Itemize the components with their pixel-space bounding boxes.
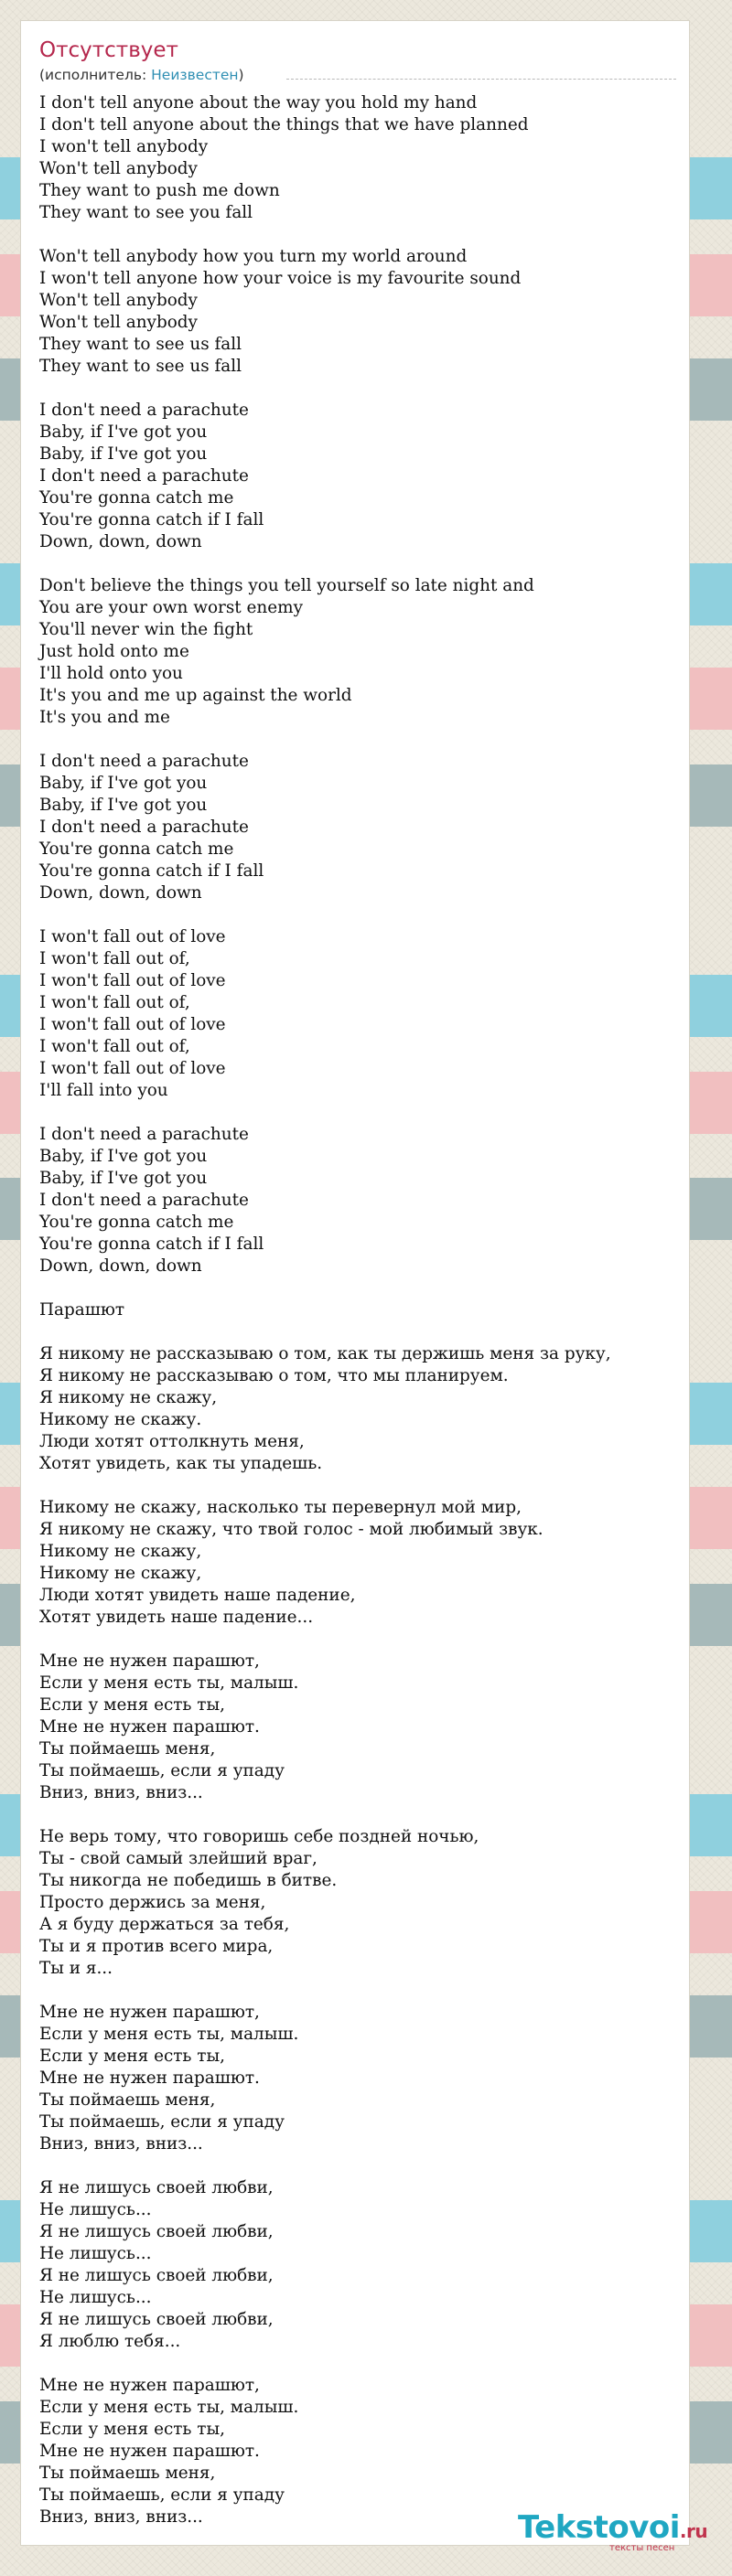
lyrics-card (20, 20, 690, 2546)
song-title: Отсутствует (39, 38, 178, 62)
header-separator (286, 79, 676, 80)
artist-suffix: ) (238, 67, 244, 83)
logo-name: Tekstovoi (518, 2509, 680, 2546)
logo-tld: .ru (679, 2520, 708, 2542)
artist-link[interactable]: Неизвестен (151, 67, 239, 83)
artist-prefix: (исполнитель: (39, 67, 152, 83)
logo-tagline: тексты песен (609, 2543, 675, 2553)
artist-line (39, 66, 244, 84)
site-logo[interactable] (518, 2509, 719, 2560)
lyrics-text: I don't tell anyone about the way you hold my hand I don't tell anyone about the things that we have planned I won't tell anybody Won't tell anybody They want to push me down They want to see you fall Won't tell anybody how you turn my world around I won't tell anyone how your voice is my favourite sound Won't tell anybody Won't tell anybody They want to see us fall They want to see us fall I don't need a parachute Baby, if I've got you Baby, if I've got you I don't need a parachute You're gonna catch me You're gonna catch if I fall Down, down, down Don't believe the things you tell yourself so late night and You are your own worst enemy You'll never win the fight Just hold onto me I'll hold onto you It's you and me up against the world It's you and me I don't need a parachute Baby, if I've got you Baby, if I've got you I don't need a parachute You're gonna catch me You're gonna catch if I fall Down, down, down I won't fall out of love I won't fall out of, I won't fall out of love I won't fall out of, I won't fall out of love I won't fall out of, I won't fall out of love I'll fall into you I don't need a parachute Baby, if I've got you Baby, if I've got you I don't need a parachute You're gonna catch me You're gonna catch if I fall Down, down, down Парашют Я никому не рассказываю о том, как ты держишь меня за руку, Я никому не рассказываю о том, что мы планируем. Я никому не скажу, Никому не скажу. Люди хотят оттолкнуть меня, Хотят увидеть, как ты упадешь. Никому не скажу, насколько ты перевернул мой мир, Я никому не скажу, что твой голос - мой любимый звук. Никому не скажу, Никому не скажу, Люди хотят увидеть наше падение, Хотят увидеть наше падение... Мне не нужен парашют, Если у меня есть ты, малыш. Если у меня есть ты, Мне не нужен парашют. Ты поймаешь меня, Ты поймаешь, если я упаду Вниз, вниз, вниз... Не верь тому, что говоришь себе поздней ночью, Ты - свой самый злейший враг, Ты никогда не победишь в битве. Просто держись за меня, А я буду держаться за тебя, Ты и я против всего мира, Ты и я... Мне не нужен парашют, Если у меня есть ты, малыш. Если у меня есть ты, Мне не нужен парашют. Ты поймаешь меня, Ты поймаешь, если я упаду Вниз, вниз, вниз... Я не лишусь своей любви, Не лишусь... Я не лишусь своей любви, Не лишусь... Я не лишусь своей любви, Не лишусь... Я не лишусь своей любви, Я люблю тебя... Мне не нужен парашют, Если у меня есть ты, малыш. Если у меня есть ты, Мне не нужен парашют. Ты поймаешь меня, Ты поймаешь, если я упаду Вниз, вниз, вниз... (39, 93, 611, 2527)
